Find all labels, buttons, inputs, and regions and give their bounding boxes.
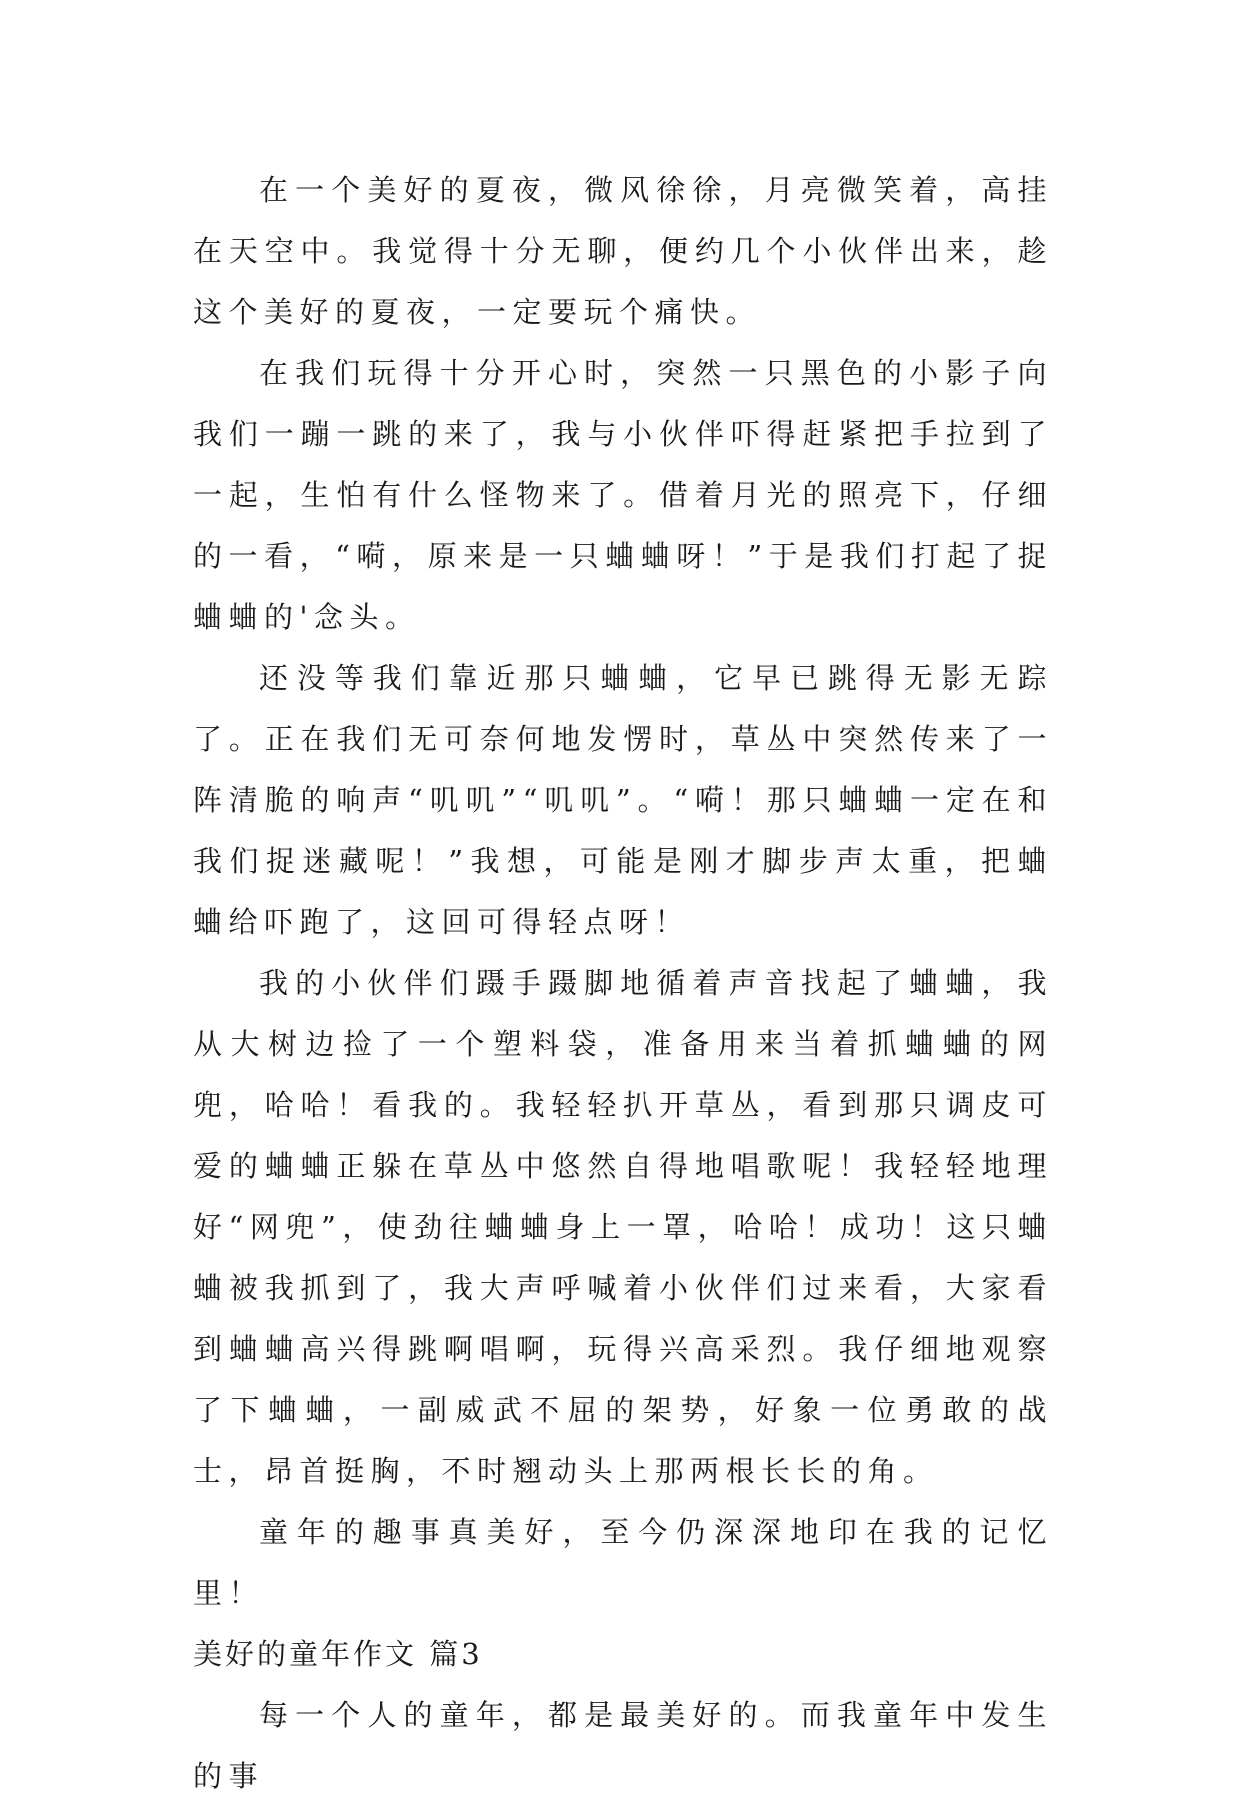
document-body xyxy=(193,160,1053,1807)
paragraph-black-shadow: 在我们玩得十分开心时，突然一只黑色的小影子向我们一蹦一跳的来了，我与小伙伴吓得赶紧把手拉到了一起，生怕有什么怪物来了。借着月光的照亮下，仔细的一看，“嗬，原来是一只蛐蛐呀！”于是我们打起了捉蛐蛐的'念头。 xyxy=(193,356,1053,634)
paragraph-cricket-escape: 还没等我们靠近那只蛐蛐，它早已跳得无影无踪了。正在我们无可奈何地发愣时，草丛中突然传来了一阵清脆的响声“叽叽”“叽叽”。“嗬！那只蛐蛐一定在和我们捉迷藏呢！”我想，可能是刚才脚步声太重，把蛐蛐给吓跑了，这回可得轻点呀！ xyxy=(193,661,1053,939)
paragraph-summer-night: 在一个美好的夏夜，微风徐徐，月亮微笑着，高挂在天空中。我觉得十分无聊，便约几个小伙伴出来，趁这个美好的夏夜，一定要玩个痛快。 xyxy=(193,173,1053,329)
section-heading: 美好的童年作文 篇3 xyxy=(193,1637,483,1671)
paragraph-new-essay-start: 每一个人的童年，都是最美好的。而我童年中发生的事 xyxy=(193,1698,1053,1793)
paragraph-conclusion: 童年的趣事真美好，至今仍深深地印在我的记忆里！ xyxy=(193,1515,1053,1610)
paragraph-catching-cricket: 我的小伙伴们蹑手蹑脚地循着声音找起了蛐蛐，我从大树边捡了一个塑料袋，准备用来当着抓蛐蛐的网兜，哈哈！看我的。我轻轻扒开草丛，看到那只调皮可爱的蛐蛐正躲在草丛中悠然自得地唱歌呢！我轻轻地理好“网兜”，使劲往蛐蛐身上一罩，哈哈！成功！这只蛐蛐被我抓到了，我大声呼喊着小伙伴们过来看，大家看到蛐蛐高兴得跳啊唱啊，玩得兴高采烈。我仔细地观察了下蛐蛐，一副威武不屈的架势，好象一位勇敢的战士，昂首挺胸，不时翘动头上那两根长长的角。 xyxy=(193,966,1053,1488)
